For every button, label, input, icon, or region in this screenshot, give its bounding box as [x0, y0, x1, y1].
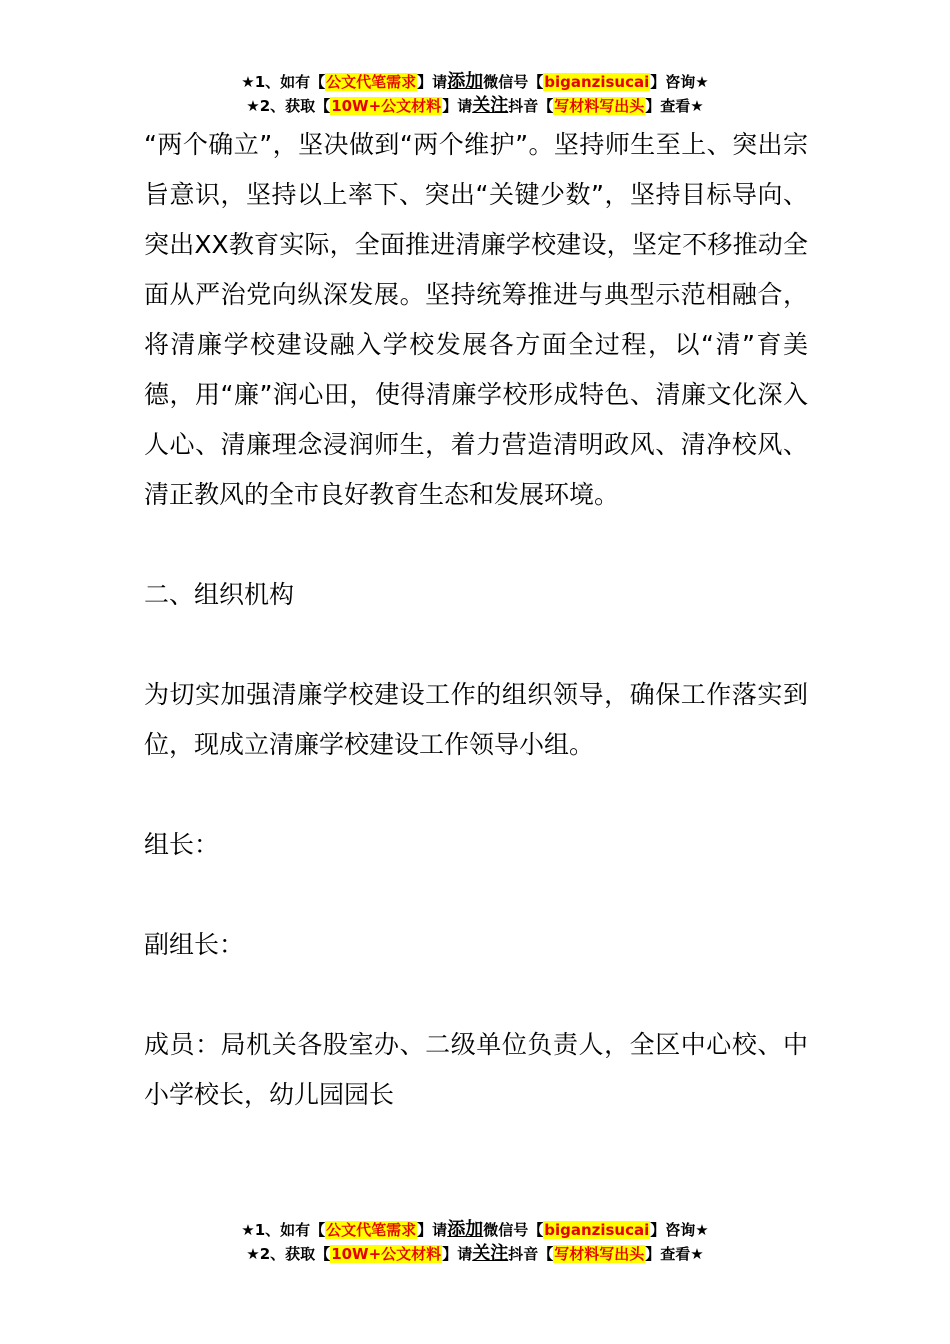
banner-text: 】咨询★ — [650, 73, 709, 91]
banner-line-2 — [0, 1242, 950, 1266]
paragraph-gap — [144, 970, 808, 1020]
deputy-leader-line: 副组长： — [144, 930, 245, 959]
banner-text: ★2、获取【 — [246, 97, 331, 115]
highlight-douyin-id: 写材料写出头 — [554, 1245, 645, 1263]
banner-text: ★2、获取【 — [246, 1245, 331, 1263]
banner-text: 】请 — [417, 1221, 448, 1239]
highlight-materials: 10W+公文材料 — [331, 97, 442, 115]
highlight-douyin-id: 写材料写出头 — [554, 97, 645, 115]
highlight-service: 公文代笔需求 — [326, 73, 417, 91]
banner-text: 】请 — [442, 1245, 473, 1263]
footer-banner — [0, 1218, 950, 1266]
banner-text: 】查看★ — [645, 1245, 704, 1263]
banner-text: ★1、如有【 — [241, 73, 326, 91]
banner-line-1 — [0, 70, 950, 94]
body-paragraph-2: 为切实加强清廉学校建设工作的组织领导，确保工作落实到位，现成立清廉学校建设工作领导小组。 — [144, 680, 808, 759]
underline-add: 添加 — [447, 1219, 484, 1240]
banner-line-1 — [0, 1218, 950, 1242]
underline-follow: 关注 — [472, 1243, 509, 1264]
banner-text: 】请 — [442, 97, 473, 115]
body-paragraph-1: “两个确立”，坚决做到“两个维护”。坚持师生至上、突出宗旨意识，坚持以上率下、突出“关键少数”，坚持目标导向、突出XX教育实际，全面推进清廉学校建设，坚定不移推动全面从严治党向纵深发展。坚持统筹推进与典型示范相融合，将清廉学校建设融入学校发展各方面全过程，以“清”育美德，用“廉”润心田，使得清廉学校形成特色、清廉文化深入人心、清廉理念浸润师生，着力营造清明政风、清净校风、清正教风的全市良好教育生态和发展环境。 — [144, 130, 808, 509]
highlight-materials: 10W+公文材料 — [331, 1245, 442, 1263]
members-line: 成员：局机关各股室办、二级单位负责人，全区中心校、中小学校长，幼儿园园长 — [144, 1030, 808, 1109]
banner-text: 】咨询★ — [650, 1221, 709, 1239]
highlight-service: 公文代笔需求 — [326, 1221, 417, 1239]
highlight-wechat-id: biganzisucai — [544, 1221, 650, 1239]
highlight-wechat-id: biganzisucai — [544, 73, 650, 91]
paragraph-gap — [144, 520, 808, 570]
banner-text: 抖音【 — [508, 97, 554, 115]
banner-line-2 — [0, 94, 950, 118]
banner-text: 微信号【 — [483, 1221, 544, 1239]
section-heading-organization: 二、组织机构 — [144, 580, 295, 609]
banner-text: 】请 — [417, 73, 448, 91]
paragraph-gap — [144, 620, 808, 670]
header-banner — [0, 70, 950, 118]
banner-text: ★1、如有【 — [241, 1221, 326, 1239]
underline-follow: 关注 — [472, 95, 509, 116]
document-body — [144, 120, 808, 1120]
paragraph-gap — [144, 870, 808, 920]
leader-line: 组长： — [144, 830, 220, 859]
banner-text: 】查看★ — [645, 97, 704, 115]
paragraph-gap — [144, 770, 808, 820]
underline-add: 添加 — [447, 71, 484, 92]
banner-text: 微信号【 — [483, 73, 544, 91]
banner-text: 抖音【 — [508, 1245, 554, 1263]
